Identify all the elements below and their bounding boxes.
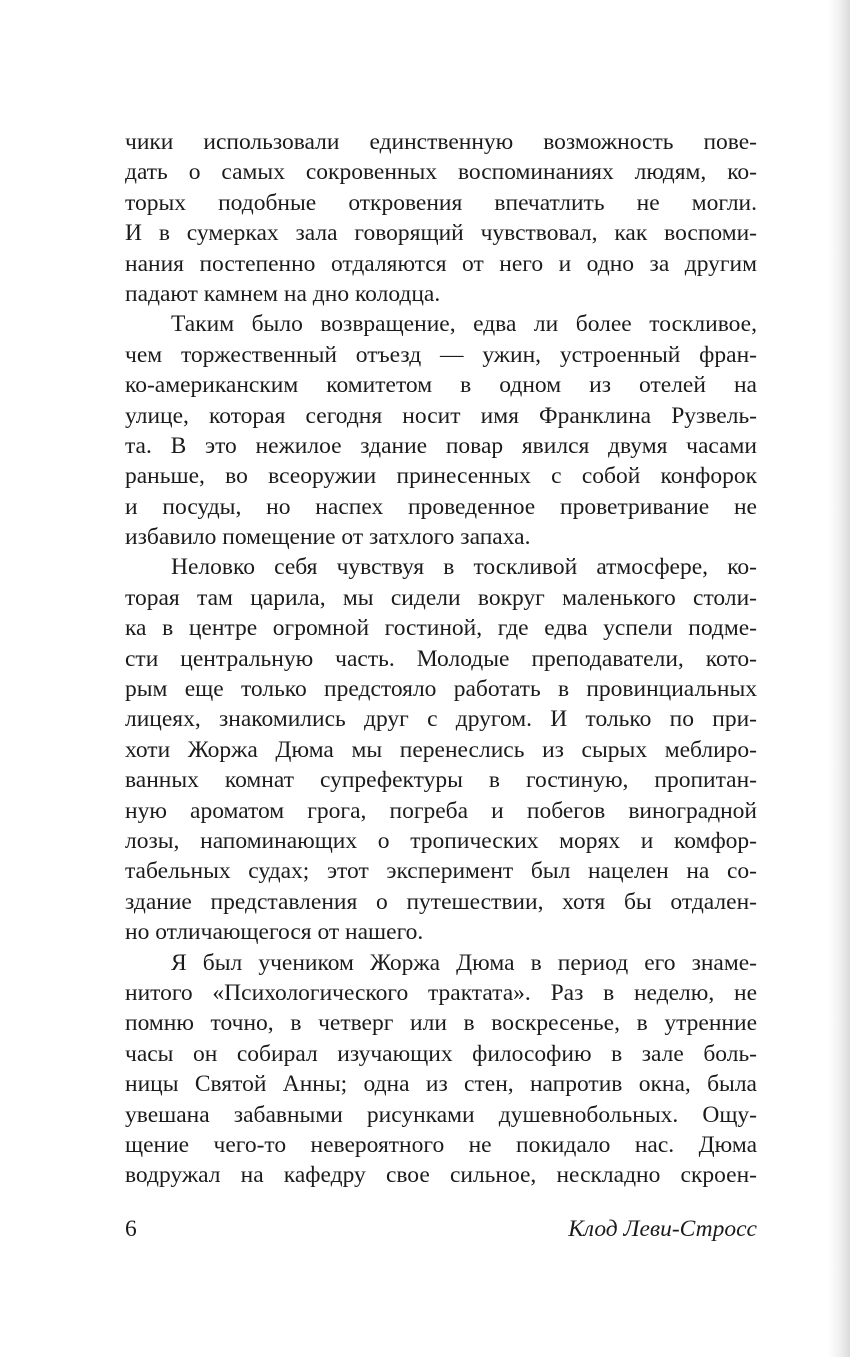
text-line: лицеях, знакомились друг с другом. И только по при- (125, 706, 757, 733)
text-line: чем торжественный отъезд — ужин, устроенный фран- (125, 341, 757, 368)
text-line: увешана забавными рисунками душевнобольных. Ощу- (125, 1101, 757, 1128)
text-line: водружал на кафедру свое сильное, нескладно скроен- (125, 1162, 757, 1189)
text-line: табельных судах; этот эксперимент был нацелен на со- (125, 858, 757, 885)
text-line: и посуды, но наспех проведенное проветривание не (125, 493, 757, 520)
running-author: Клод Леви-Стросс (568, 1216, 757, 1242)
text-line: чики использовали единственную возможность пове- (125, 129, 757, 155)
book-page-body (125, 127, 757, 1191)
text-line: ка в центре огромной гостиной, где едва успели подме- (125, 615, 757, 642)
text-line: та. В это нежилое здание повар явился двумя часами (125, 432, 757, 459)
text-line: ванных комнат супрефектуры в гостиную, пропитан- (125, 767, 757, 794)
paragraph-end-line: но отличающегося от нашего. (125, 919, 424, 946)
text-line: ко-американским комитетом в одном из отелей на (125, 372, 757, 399)
text-line: улице, которая сегодня носит имя Франклина Рузвель- (125, 402, 757, 429)
page-edge-shadow (828, 0, 850, 1357)
text-line: ницы Святой Анны; одна из стен, напротив окна, была (125, 1071, 757, 1098)
text-line: лозы, напоминающих о тропических морях и комфор- (125, 827, 757, 854)
text-line: нитого «Психологического трактата». Раз в неделю, не (125, 979, 757, 1006)
text-line: рым еще только предстояло работать в провинциальных (125, 676, 757, 703)
paragraph-start-line: Таким было возвращение, едва ли более тоскливое, (171, 311, 757, 338)
text-line: ную ароматом грога, погреба и побегов виноградной (125, 797, 757, 824)
text-line: часы он собирал изучающих философию в зале боль- (125, 1040, 757, 1067)
text-line: И в сумерках зала говорящий чувствовал, как воспоми- (125, 220, 757, 247)
text-line: щение чего-то невероятного не покидало нас. Дюма (125, 1131, 757, 1158)
text-line: дать о самых сокровенных воспоминаниях людям, ко- (125, 159, 757, 186)
text-line: здание представления о путешествии, хотя бы отдален- (125, 888, 757, 915)
text-line: хоти Жоржа Дюма мы перенеслись из сырых меблиро- (125, 736, 757, 763)
text-line: помню точно, в четверг или в воскресенье, в утренние (125, 1010, 757, 1037)
text-line: торая там царила, мы сидели вокруг маленького столи- (125, 584, 757, 611)
page-number: 6 (125, 1216, 137, 1242)
text-line: сти центральную часть. Молодые преподаватели, кото- (125, 645, 757, 672)
page-footer (125, 1216, 757, 1248)
paragraph-end-line: падают камнем на дно колодца. (125, 280, 441, 307)
paragraph-start-line: Я был учеником Жоржа Дюма в период его знаме- (171, 949, 757, 976)
paragraph-start-line: Неловко себя чувствуя в тоскливой атмосфере, ко- (171, 554, 757, 581)
text-line: торых подобные откровения впечатлить не могли. (125, 189, 757, 216)
paragraph-end-line: избавило помещение от затхлого запаха. (125, 524, 531, 551)
text-line: раньше, во всеоружии принесенных с собой конфорок (125, 463, 757, 490)
text-line: нания постепенно отдаляются от него и одно за другим (125, 250, 757, 277)
